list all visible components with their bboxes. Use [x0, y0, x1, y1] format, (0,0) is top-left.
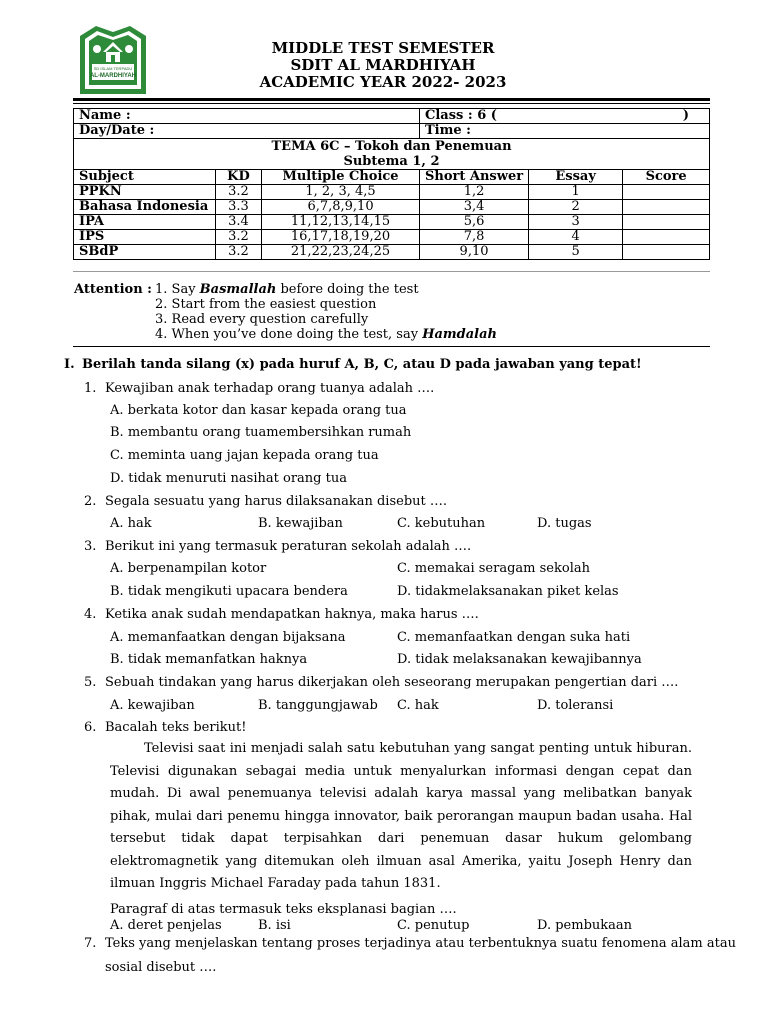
kd-cell: 3.2 — [215, 245, 261, 260]
col-essay: Essay — [529, 170, 623, 185]
kd-cell: 3.4 — [215, 215, 261, 230]
q6-text: Bacalah teks berikut! — [105, 720, 247, 735]
day-date-field[interactable] — [74, 124, 420, 139]
sa-cell: 7,8 — [420, 230, 529, 245]
class-close: ) — [682, 108, 689, 123]
logo-text-top: SD ISLAM TERPADU — [93, 66, 133, 71]
mc-cell: 11,12,13,14,15 — [262, 215, 420, 230]
q4-option-a[interactable]: A. memanfaatkan dengan bijaksana — [110, 630, 346, 645]
attention-1-pre: 1. Say — [155, 282, 200, 297]
school-name: SDIT AL MARDHIYAH — [290, 56, 476, 74]
attention-item-1 — [155, 282, 419, 298]
table-bottom-rule — [73, 271, 710, 272]
q6-passage: Televisi saat ini menjadi salah satu kebutuhan yang sangat penting untuk hiburan. Televisi digunakan sebagai media untuk menyalurkan informasi dengan cepat dan mudah. Di awal penemuanya televisi adalah karya massal yang melibatkan banyak pihak, mulai dari penemu hingga innovator, baik perorangan maupun badan usaha. Hal tersebut tidak dapat terpisahkan dari penemuan dasar hukum gelombang elektromagnetik yang ditemukan oleh ilmuan asal Amerika, yaitu Joseph Henry dan ilmuan Inggris Michael Faraday pada tahun 1831. — [110, 741, 692, 891]
mc-cell: 21,22,23,24,25 — [262, 245, 420, 260]
class-label: Class : 6 ( — [425, 108, 497, 123]
essay-cell: 4 — [529, 230, 623, 245]
score-cell[interactable] — [623, 200, 710, 215]
section-number: I. — [64, 357, 75, 372]
q5-option-b[interactable]: B. tanggungjawab — [258, 698, 378, 713]
q5-option-d[interactable]: D. toleransi — [537, 698, 614, 713]
school-logo — [76, 22, 150, 96]
sa-cell: 5,6 — [420, 215, 529, 230]
day-date-label: Day/Date : — [79, 123, 155, 138]
time-field[interactable] — [420, 124, 710, 139]
q5-option-a[interactable]: A. kewajiban — [110, 698, 195, 713]
q4-option-b[interactable]: B. tidak memanfatkan haknya — [110, 652, 308, 667]
col-short-answer: Short Answer — [420, 170, 529, 185]
attention-bottom-rule — [73, 346, 710, 347]
header-rule-thin — [73, 103, 710, 104]
q6-option-a[interactable]: A. deret penjelas — [110, 918, 222, 933]
mc-cell: 6,7,8,9,10 — [262, 200, 420, 215]
q3-number: 3. — [84, 539, 97, 554]
table-row — [74, 245, 710, 260]
attention-4-em: Hamdalah — [422, 327, 497, 342]
q3-option-a[interactable]: A. berpenampilan kotor — [110, 561, 267, 576]
q6-option-c[interactable]: C. penutup — [397, 918, 470, 933]
q5-option-c[interactable]: C. hak — [397, 698, 439, 713]
subtema-title: Subtema 1, 2 — [343, 154, 440, 169]
subject-cell: PPKN — [74, 185, 216, 200]
table-header-row — [74, 170, 710, 185]
table-row — [74, 185, 710, 200]
subject-cell: IPS — [74, 230, 216, 245]
q1-option-b[interactable]: B. membantu orang tuamembersihkan rumah — [110, 425, 412, 440]
table-row — [74, 215, 710, 230]
attention-item-4 — [155, 327, 497, 343]
attention-1-em: Basmallah — [199, 282, 277, 297]
essay-cell: 5 — [529, 245, 623, 260]
q7-text-line2: sosial disebut …. — [105, 960, 217, 975]
attention-4-pre: 4. When you’ve done doing the test, say — [155, 327, 423, 342]
q5-text: Sebuah tindakan yang harus dikerjakan oleh seseorang merupakan pengertian dari …. — [105, 675, 679, 690]
attention-item-2: 2. Start from the easiest question — [155, 297, 377, 312]
subject-cell: IPA — [74, 215, 216, 230]
header-rule-thick — [73, 98, 710, 101]
table-row — [74, 230, 710, 245]
score-cell[interactable] — [623, 215, 710, 230]
info-table — [73, 108, 710, 260]
table-row — [74, 200, 710, 215]
sa-cell: 1,2 — [420, 185, 529, 200]
q6-question: Paragraf di atas termasuk teks eksplanasi bagian …. — [110, 902, 457, 917]
logo-text-main: AL-MARDHIYAH — [89, 73, 137, 79]
q2-option-a[interactable]: A. hak — [110, 516, 152, 531]
section-instruction: Berilah tanda silang (x) pada huruf A, B, C, atau D pada jawaban yang tepat! — [82, 357, 642, 372]
sa-cell: 9,10 — [420, 245, 529, 260]
q1-option-c[interactable]: C. meminta uang jajan kepada orang tua — [110, 448, 379, 463]
attention-label: Attention : — [74, 282, 152, 297]
q2-number: 2. — [84, 494, 97, 509]
q1-text: Kewajiban anak terhadap orang tuanya adalah …. — [105, 381, 435, 396]
kd-cell: 3.2 — [215, 230, 261, 245]
attention-item-3: 3. Read every question carefully — [155, 312, 369, 327]
q3-option-d[interactable]: D. tidakmelaksanakan piket kelas — [397, 584, 619, 599]
subject-cell: Bahasa Indonesia — [74, 200, 216, 215]
col-score: Score — [623, 170, 710, 185]
q2-option-d[interactable]: D. tugas — [537, 516, 592, 531]
q3-option-b[interactable]: B. tidak mengikuti upacara bendera — [110, 584, 348, 599]
sa-cell: 3,4 — [420, 200, 529, 215]
q4-number: 4. — [84, 607, 97, 622]
essay-cell: 3 — [529, 215, 623, 230]
q3-text: Berikut ini yang termasuk peraturan sekolah adalah …. — [105, 539, 472, 554]
score-cell[interactable] — [623, 230, 710, 245]
name-label: Name : — [79, 108, 131, 123]
kd-cell: 3.2 — [215, 185, 261, 200]
score-cell[interactable] — [623, 245, 710, 260]
q7-text-line1: Teks yang menjelaskan tentang proses terjadinya atau terbentuknya suatu fenomena alam atau — [105, 936, 736, 951]
subject-cell: SBdP — [74, 245, 216, 260]
q6-option-d[interactable]: D. pembukaan — [537, 918, 633, 933]
tema-cell — [74, 139, 710, 170]
q4-text: Ketika anak sudah mendapatkan haknya, maka harus …. — [105, 607, 479, 622]
q1-option-a[interactable]: A. berkata kotor dan kasar kepada orang tua — [110, 403, 407, 418]
q2-option-b[interactable]: B. kewajiban — [258, 516, 343, 531]
score-cell[interactable] — [623, 185, 710, 200]
q4-option-c[interactable]: C. memanfaatkan dengan suka hati — [397, 630, 631, 645]
q1-option-d[interactable]: D. tidak menuruti nasihat orang tua — [110, 471, 347, 486]
q3-option-c[interactable]: C. memakai seragam sekolah — [397, 561, 590, 576]
q5-number: 5. — [84, 675, 97, 690]
col-kd: KD — [215, 170, 261, 185]
attention-1-post: before doing the test — [276, 282, 419, 297]
q2-text: Segala sesuatu yang harus dilaksanakan disebut …. — [105, 494, 448, 509]
class-field[interactable] — [420, 109, 710, 124]
mc-cell: 16,17,18,19,20 — [262, 230, 420, 245]
q2-option-c[interactable]: C. kebutuhan — [397, 516, 486, 531]
q7-number: 7. — [84, 936, 97, 951]
time-label: Time : — [425, 123, 471, 138]
essay-cell: 2 — [529, 200, 623, 215]
essay-cell: 1 — [529, 185, 623, 200]
tema-title: TEMA 6C – Tokoh dan Penemuan — [271, 139, 512, 154]
name-field[interactable] — [74, 109, 420, 124]
kd-cell: 3.3 — [215, 200, 261, 215]
q6-number: 6. — [84, 720, 97, 735]
academic-year: ACADEMIC YEAR 2022- 2023 — [259, 73, 507, 91]
q1-number: 1. — [84, 381, 97, 396]
test-title: MIDDLE TEST SEMESTER — [271, 39, 495, 57]
mc-cell: 1, 2, 3, 4,5 — [262, 185, 420, 200]
col-subject: Subject — [74, 170, 216, 185]
q6-option-b[interactable]: B. isi — [258, 918, 291, 933]
q4-option-d[interactable]: D. tidak melaksanakan kewajibannya — [397, 652, 642, 667]
col-multiple-choice: Multiple Choice — [262, 170, 420, 185]
